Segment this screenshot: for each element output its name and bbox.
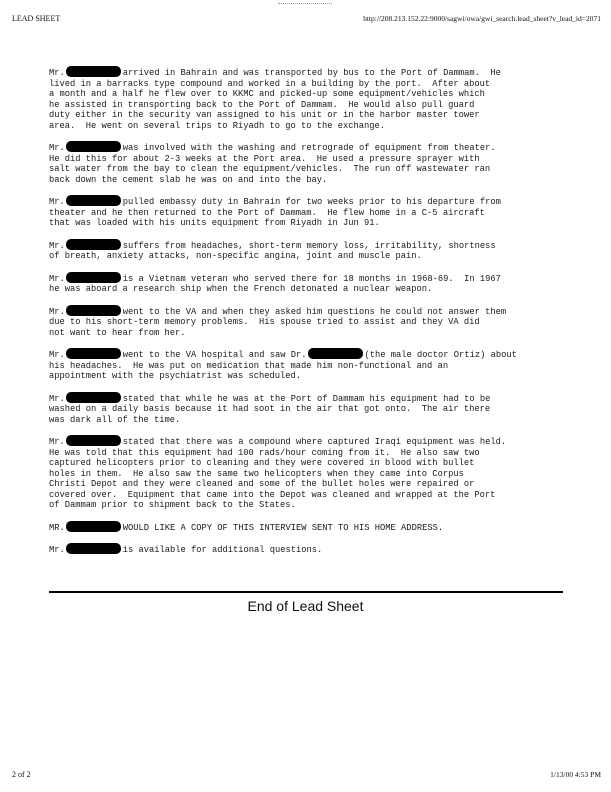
- line-text: is a Vietnam veteran who served there for 18 months in 1968-69. In 1967: [122, 273, 501, 284]
- para-line: appointment with the psychiatrist was scheduled.: [49, 371, 302, 381]
- para-line: lived in a barracks type compound and worked in a building by the port. After about: [49, 78, 491, 89]
- title-prefix: Mr.: [49, 306, 65, 317]
- redacted-name: [66, 348, 121, 359]
- paragraph-washing: [49, 141, 559, 185]
- redacted-name: [66, 141, 121, 152]
- para-line: covered over. Equipment that came into the Depot was cleaned and wrapped at the Port: [49, 489, 496, 500]
- paragraph-copy-request: [49, 521, 559, 534]
- para-line: duty either in the security van assigned to his unit or in the harbor master tower: [49, 110, 480, 120]
- para-line: salt water from the bay to clean the equipment/vehicles. The run off wastewater ran: [49, 164, 491, 174]
- para-line: holes in them. He also saw the same two helicopters when they came into Corpus: [49, 468, 464, 479]
- line-text: stated that while he was at the Port of Dammam his equipment had to be: [122, 393, 491, 404]
- redacted-name: [66, 66, 121, 77]
- redacted-name: [66, 521, 121, 532]
- paragraph-iraqi-equipment: [49, 435, 559, 511]
- para-line: captured helicopters prior to cleaning and they were covered in blood with bullet: [49, 458, 475, 468]
- line-text: arrived in Bahrain and was transported by bus to the Port of Dammam. He: [122, 68, 501, 78]
- redacted-name: [66, 435, 121, 446]
- paragraph-va-visit: [49, 305, 559, 339]
- line-text: went to the VA hospital and saw Dr.: [122, 350, 307, 360]
- line-text: WOULD LIKE A COPY OF THIS INTERVIEW SENT TO HIS HOME ADDRESS.: [122, 522, 444, 533]
- para-line: that was loaded with his units equipment from Riyadh in Jun 91.: [49, 218, 380, 228]
- line-text: went to the VA and when they asked him questions he could not answer them: [122, 306, 507, 317]
- para-line: [49, 239, 559, 252]
- print-datetime: 1/13/00 4:53 PM: [550, 770, 601, 779]
- para-line: washed on a daily basis because it had soot in the air that got onto. The air there: [49, 404, 491, 414]
- para-line: area. He went on several trips to Riyadh to go to the exchange.: [49, 120, 386, 131]
- title-prefix: Mr.: [49, 350, 65, 360]
- line-text: suffers from headaches, short-term memory loss, irritability, shortness: [122, 240, 496, 251]
- para-line: [49, 272, 559, 285]
- title-prefix: Mr.: [49, 197, 65, 207]
- line-text: pulled embassy duty in Bahrain for two weeks prior to his departure from: [122, 197, 501, 207]
- para-line: back down the cement slab he was on and into the bay.: [49, 174, 328, 185]
- title-prefix: Mr.: [49, 545, 65, 555]
- para-line: [49, 392, 559, 405]
- redacted-name: [66, 543, 121, 554]
- header-title: LEAD SHEET: [12, 14, 61, 23]
- para-line: He did this for about 2-3 weeks at the Port area. He used a pressure sprayer with: [49, 153, 480, 164]
- para-line: not want to hear from her.: [49, 327, 186, 338]
- para-line: he assisted in transporting back to the Port of Dammam. He would also pull guard: [49, 99, 475, 110]
- para-line: Christi Depot and they were cleaned and some of the bullet holes were repaired or: [49, 479, 475, 489]
- para-line: [49, 141, 559, 154]
- end-divider: [49, 591, 563, 593]
- para-line: theater and he then returned to the Port of Dammam. He flew home in a C-5 aircraft: [49, 207, 485, 218]
- redacted-name: [66, 195, 121, 206]
- title-prefix: Mr.: [49, 437, 65, 447]
- paragraph-availability: [49, 543, 559, 556]
- page-number: 2 of 2: [12, 770, 31, 779]
- para-line: was dark all of the time.: [49, 414, 181, 425]
- para-line: [49, 435, 559, 448]
- para-line: of Dammam prior to shipment back to the States.: [49, 500, 296, 510]
- title-prefix: MR.: [49, 522, 65, 533]
- title-prefix: Mr.: [49, 393, 65, 404]
- para-line: of breath, anxiety attacks, non-specific angina, joint and muscle pain.: [49, 251, 422, 261]
- title-prefix: Mr.: [49, 143, 65, 153]
- redacted-doctor-name: [308, 348, 363, 359]
- para-line: a month and a half he flew over to KKMC and picked-up some equipment/vehicles which: [49, 89, 485, 99]
- header-url: http://208.213.152.22:9000/sagwi/owa/gwi_search.lead_sheet?v_lead_id=2071: [363, 14, 601, 23]
- para-line: [49, 305, 559, 318]
- paragraph-vietnam: [49, 272, 559, 295]
- title-prefix: Mr.: [49, 68, 65, 78]
- redacted-name: [66, 392, 121, 403]
- para-line: [49, 66, 559, 79]
- title-prefix: Mr.: [49, 240, 65, 251]
- line-text: is available for additional questions.: [122, 545, 323, 555]
- line-text: stated that there was a compound where captured Iraqi equipment was held.: [122, 437, 507, 447]
- title-prefix: Mr.: [49, 273, 65, 284]
- paragraph-embassy: [49, 195, 559, 229]
- redacted-name: [66, 239, 121, 250]
- para-line: due to his short-term memory problems. His spouse tried to assist and they VA did: [49, 317, 480, 327]
- para-line: [49, 543, 559, 556]
- para-line: [49, 195, 559, 208]
- document-body: [49, 66, 559, 566]
- paragraph-arrival: [49, 66, 559, 131]
- redacted-name: [66, 272, 121, 283]
- paragraph-symptoms: [49, 239, 559, 262]
- para-line: his headaches. He was put on medication that made him non-functional and an: [49, 360, 449, 371]
- paragraph-soot: [49, 392, 559, 426]
- redacted-name: [66, 305, 121, 316]
- line-text: was involved with the washing and retrograde of equipment from theater.: [122, 143, 496, 153]
- end-of-lead-sheet-title: End of Lead Sheet: [247, 598, 364, 614]
- paragraph-va-hospital: [49, 348, 559, 382]
- para-line: [49, 521, 559, 534]
- top-divider: [278, 3, 332, 4]
- para-line: he was aboard a research ship when the French detonated a nuclear weapon.: [49, 284, 433, 294]
- para-line: He was told that this equipment had 100 rads/hour coming from it. He also saw two: [49, 447, 480, 458]
- para-line: [49, 348, 559, 361]
- line-text: (the male doctor Ortiz) about: [364, 350, 517, 360]
